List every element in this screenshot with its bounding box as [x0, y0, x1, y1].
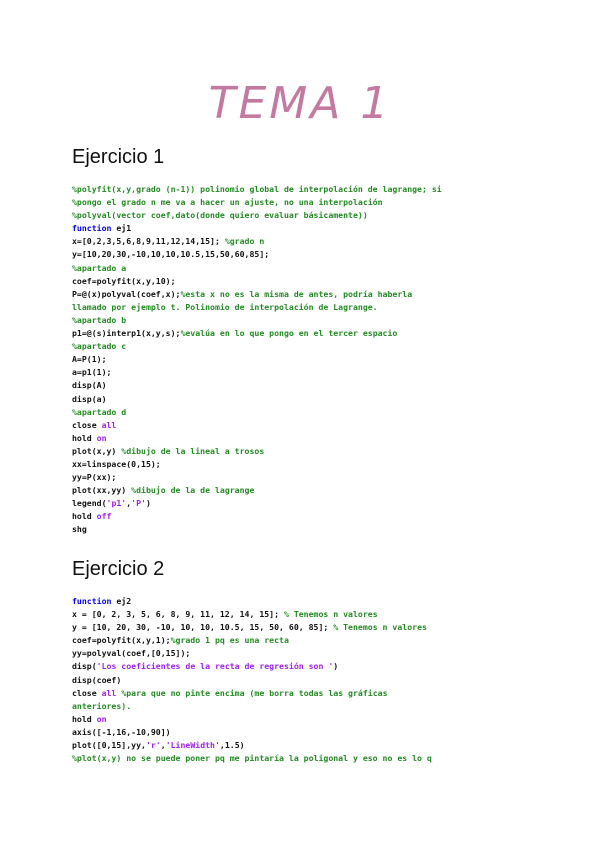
code-token: close	[72, 419, 102, 430]
code-line	[72, 445, 542, 458]
code-token: 'r'	[145, 740, 161, 751]
code-token: on	[96, 713, 107, 724]
code-token: ej2	[111, 596, 132, 606]
code-token: shg	[72, 524, 87, 535]
code-line	[72, 248, 542, 261]
code-line	[72, 222, 542, 235]
code-token: disp(coef)	[72, 674, 122, 685]
code-line	[72, 471, 542, 484]
code-line	[72, 235, 542, 248]
code-line	[72, 379, 542, 392]
code-line	[72, 497, 542, 510]
code-token: hold	[72, 511, 97, 522]
code-token: %apartado c	[72, 341, 127, 352]
code-token: 'LineWidth'	[165, 740, 220, 751]
code-token: %dibujo de la de lagrange	[131, 485, 255, 496]
code-token: %grado 1 pq es una recta	[170, 635, 289, 646]
code-token: function	[72, 596, 112, 606]
code-line	[72, 674, 542, 687]
code-line	[72, 752, 542, 765]
code-line	[72, 275, 542, 288]
code-line	[72, 209, 542, 222]
code-line	[72, 510, 542, 523]
code-token: xx=linspace(0,15);	[72, 458, 161, 469]
code-token: %polyfit(x,y,grado (n-1)) polinomio global de interpolación de lagrange; si	[72, 184, 442, 194]
code-line	[72, 523, 542, 536]
code-token: ,	[160, 740, 166, 751]
code-token: plot([0,15],yy,	[72, 740, 146, 751]
code-token: all	[101, 419, 117, 430]
code-token: 'p1'	[106, 498, 127, 509]
code-token: x = [0, 2, 3, 5, 6, 8, 9, 11, 12, 14, 15];	[72, 609, 284, 620]
code-token: A=P(1);	[72, 354, 107, 365]
code-line	[72, 608, 542, 621]
code-token: off	[96, 511, 112, 522]
code-token: coef=polyfit(x,y,10);	[72, 275, 176, 286]
code-token: disp(a)	[72, 393, 107, 404]
code-token: p1=@(s)interp1(x,y,s);	[72, 328, 181, 339]
code-token: P=@(x)polyval(coef,x);	[72, 288, 181, 299]
code-token: y=[10,20,30,-10,10,10,10.5,15,50,60,85];	[72, 249, 270, 260]
code-line	[72, 393, 542, 406]
code-token: 'P'	[131, 498, 146, 509]
code-block-ejercicio-2	[72, 595, 542, 765]
code-line	[72, 419, 542, 432]
code-token: yy=polyval(coef,[0,15]);	[72, 648, 191, 659]
code-token: disp(A)	[72, 380, 107, 391]
code-token: 'Los coeficientes de la recta de regresión son '	[96, 661, 334, 672]
code-line	[72, 353, 542, 366]
code-line	[72, 647, 542, 660]
code-line	[72, 262, 542, 275]
code-line	[72, 595, 542, 608]
code-token: ej1	[111, 223, 132, 234]
code-line	[72, 196, 542, 209]
code-token: plot(x,y)	[72, 445, 122, 456]
code-token: %dibujo de la lineal a trosos	[121, 445, 265, 456]
code-line	[72, 327, 542, 340]
code-line	[72, 634, 542, 647]
code-token: hold	[72, 432, 97, 443]
code-token: %plot(x,y) no se puede poner pq me pintaría la poligonal y eso no es lo q	[72, 753, 432, 764]
code-token: %evalúa en lo que pongo en el tercer espacio	[180, 328, 398, 339]
code-line	[72, 301, 542, 314]
code-line	[72, 183, 542, 196]
section-heading-ejercicio-2: Ejercicio 2	[72, 558, 165, 580]
code-token: %apartado a	[72, 262, 127, 273]
code-line	[72, 458, 542, 471]
document-title: TEMA 1	[208, 78, 392, 129]
code-token: plot(xx,yy)	[72, 485, 132, 496]
code-token: legend(	[72, 498, 107, 509]
code-line	[72, 739, 542, 752]
code-token: close	[72, 687, 102, 698]
code-token: % Tenemos n valores	[333, 622, 427, 633]
code-line	[72, 687, 542, 700]
code-token: )	[333, 661, 339, 672]
code-line	[72, 484, 542, 497]
code-token: % Tenemos n valores	[283, 609, 378, 620]
code-token: hold	[72, 713, 97, 724]
code-line	[72, 726, 542, 739]
code-token: axis([-1,16,-10,90])	[72, 726, 171, 737]
code-line	[72, 621, 542, 634]
code-token: anteriores).	[72, 700, 132, 711]
code-token: ,	[126, 498, 132, 509]
code-line	[72, 713, 542, 726]
code-token: ,1.5)	[219, 740, 245, 751]
code-token: )	[145, 498, 151, 509]
code-token: %pongo el grado n me va a hacer un ajuste, no una interpolación	[72, 197, 383, 208]
code-line	[72, 340, 542, 353]
code-token: %apartado b	[72, 314, 127, 325]
code-token: a=p1(1);	[72, 367, 112, 378]
code-line	[72, 660, 542, 673]
code-token: coef=polyfit(x,y,1);	[72, 635, 171, 646]
code-token: yy=P(xx);	[72, 472, 117, 483]
code-token: x=[0,2,3,5,6,8,9,11,12,14,15];	[72, 236, 225, 247]
code-token: disp(	[72, 661, 97, 672]
code-block-ejercicio-1	[72, 183, 542, 537]
code-line	[72, 432, 542, 445]
code-token: %apartado d	[72, 406, 127, 417]
code-token: llamado por ejemplo t. Polinomio de interpolación de Lagrange.	[72, 301, 378, 312]
section-heading-ejercicio-1: Ejercicio 1	[72, 146, 165, 168]
code-line	[72, 314, 542, 327]
code-token: %polyval(vector coef,dato(donde quiero evaluar básicamente))	[72, 210, 368, 221]
code-token: function	[72, 223, 112, 234]
code-token: all	[101, 687, 117, 698]
code-token: %grado n	[224, 236, 265, 247]
code-line	[72, 406, 542, 419]
code-line	[72, 366, 542, 379]
code-token: y = [10, 20, 30, -10, 10, 10, 10.5, 15, 50, 60, 85];	[72, 622, 334, 633]
code-token: %esta x no es la misma de antes, podría haberla	[180, 288, 413, 299]
code-line	[72, 288, 542, 301]
code-line	[72, 700, 542, 713]
code-token: on	[96, 432, 107, 443]
code-token: %para que no pinte encima (me borra todas las gráficas	[121, 687, 388, 698]
